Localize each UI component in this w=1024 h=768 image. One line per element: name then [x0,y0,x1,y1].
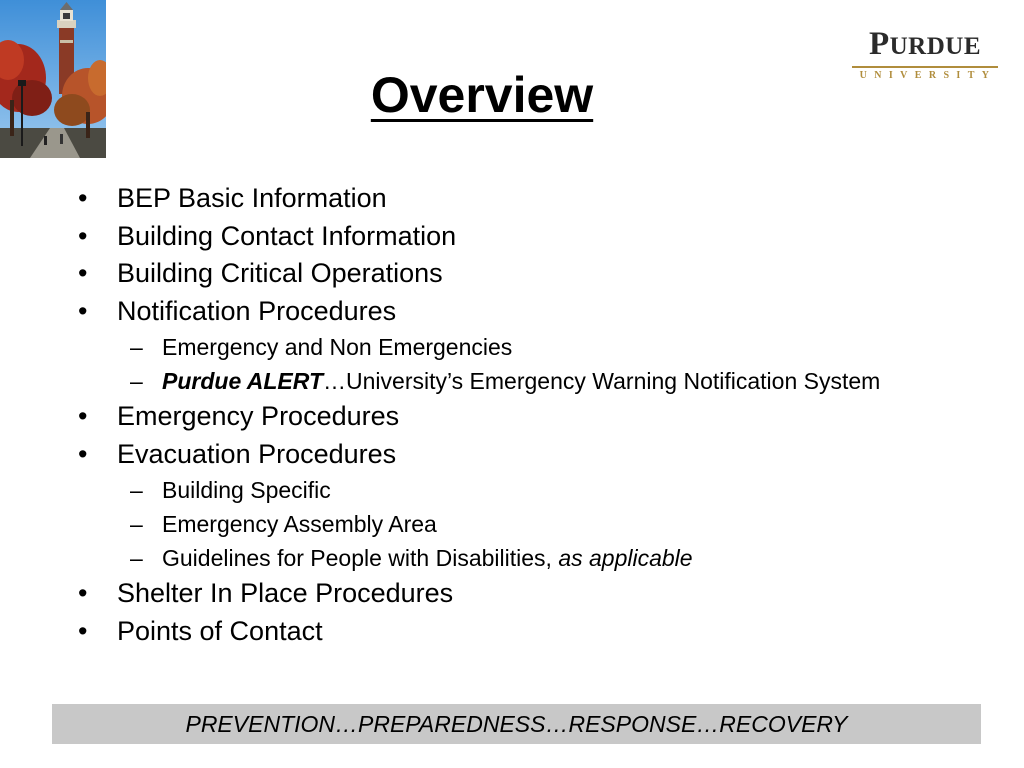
footer-banner [52,704,981,744]
outline-item-label: Emergency and Non Emergencies [162,334,513,360]
outline-item-label: Building Critical Operations [117,258,443,288]
outline-item-text [162,473,331,507]
logo-divider [852,66,998,68]
outline-item-text [162,541,693,575]
slide-outline [0,180,1024,650]
outline-item-label: Emergency Procedures [117,401,400,431]
outline-bullet-item [0,180,1024,218]
outline-item-label: …University’s Emergency Warning Notification System [323,368,881,394]
outline-item-text [117,255,443,293]
outline-sub-item [0,507,1024,541]
outline-item-label: Notification Procedures [117,295,397,326]
outline-item-text [117,398,399,436]
logo-subtitle: UNIVERSITY [859,70,997,81]
dash-marker: – [130,334,143,360]
outline-item-label: Guidelines for People with Disabilities, [162,545,559,571]
footer-text: PREVENTION…PREPAREDNESS…RESPONSE…RECOVERY [185,711,848,737]
outline-sub-item [0,473,1024,507]
outline-sub-item [0,541,1024,575]
logo-wordmark [850,28,1000,63]
outline-item-text [162,330,512,364]
bullet-marker: • [78,438,88,469]
dash-marker: – [130,368,143,394]
outline-item-text [117,180,387,218]
outline-item-text [162,507,437,541]
outline-item-label: Evacuation Procedures [117,438,397,469]
logo-wordmark-rest: URDUE [889,33,982,60]
outline-bullet-item [0,293,1024,331]
outline-item-text [117,218,456,256]
outline-bullet-item [0,218,1024,256]
slide-title: Overview [370,67,594,123]
outline-bullet-item [0,613,1024,651]
outline-sub-item [0,330,1024,364]
purdue-university-logo [850,28,1000,82]
bullet-marker: • [78,258,88,288]
outline-bullet-item [0,398,1024,436]
logo-wordmark-initial: P [868,26,890,62]
outline-item-text [117,575,453,613]
outline-item-text [117,293,396,331]
outline-item-label: BEP Basic Information [117,183,387,213]
outline-item-label: Emergency Assembly Area [162,511,437,537]
outline-sub-item [0,364,1024,398]
outline-item-label: Shelter In Place Procedures [117,578,454,608]
outline-bullet-item [0,255,1024,293]
campus-photo-illustration [0,0,106,158]
bullet-marker: • [78,183,88,213]
outline-item-label: Building Contact Information [117,220,457,251]
dash-marker: – [130,545,143,571]
outline-item-text [162,364,880,398]
campus-bell-tower-photo [0,0,106,158]
outline-bullet-item [0,436,1024,474]
outline-bullet-item [0,575,1024,613]
outline-item-emphasis: Purdue ALERT [162,368,324,394]
outline-item-label: Building Specific [162,477,331,503]
outline-item-label: Points of Contact [117,615,323,646]
dash-marker: – [130,511,143,537]
bullet-marker: • [78,578,88,608]
outline-item-text [117,436,396,474]
bullet-marker: • [78,401,88,431]
bullet-marker: • [78,295,88,326]
dash-marker: – [130,477,143,503]
bullet-marker: • [78,615,88,646]
bullet-marker: • [78,220,88,251]
outline-item-text [117,613,323,651]
outline-item-qualifier: as applicable [558,545,693,571]
